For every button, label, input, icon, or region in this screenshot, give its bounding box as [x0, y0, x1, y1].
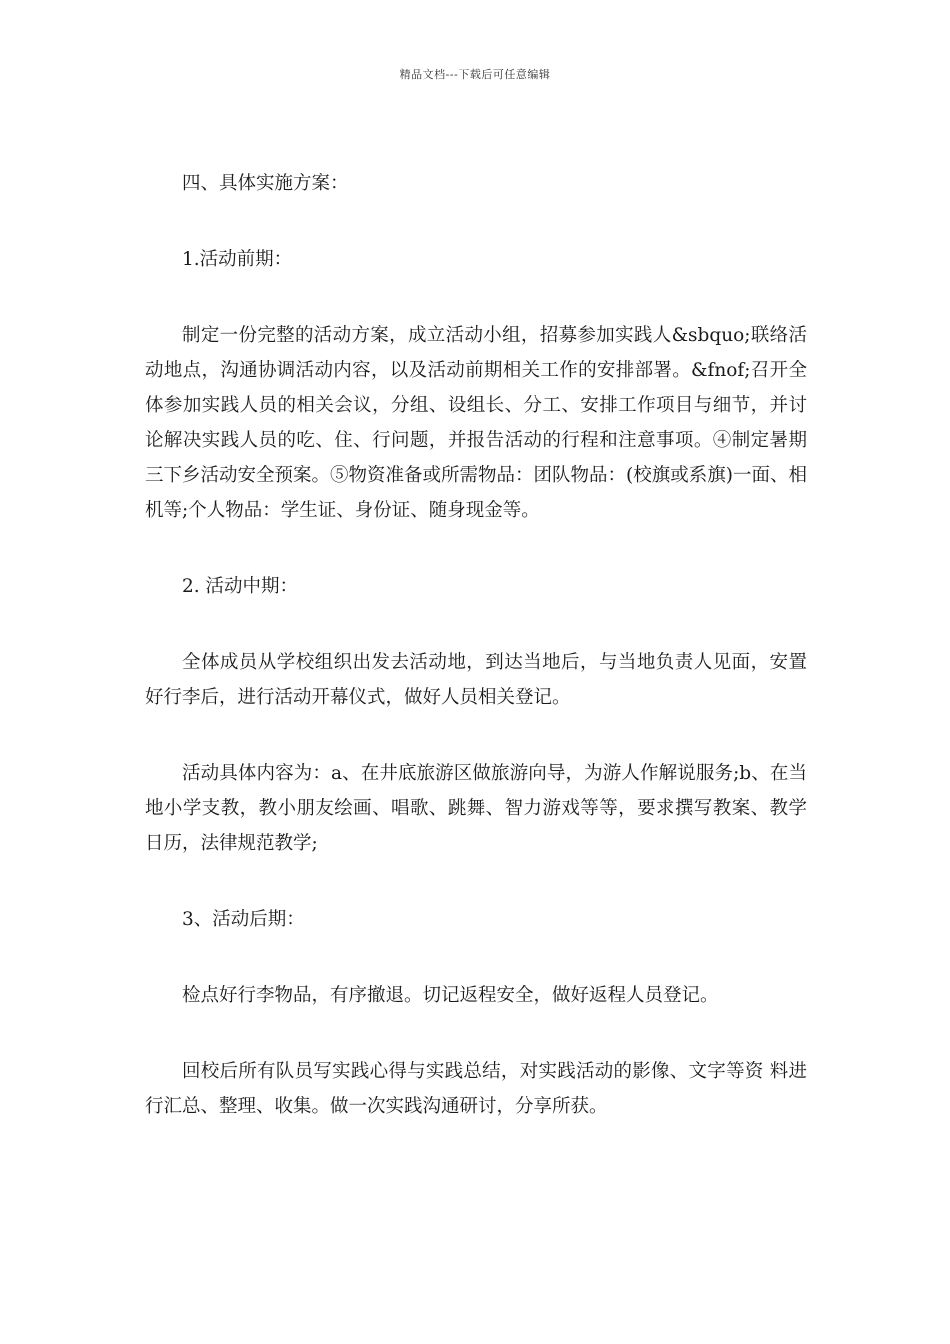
- subheading-early-stage: 1.活动前期：: [182, 249, 293, 270]
- subheading-late-stage: 3、活动后期：: [182, 909, 305, 930]
- page-header: 精品文档---下载后可任意编辑: [399, 68, 551, 81]
- subheading-middle-stage: 2. 活动中期：: [182, 576, 299, 597]
- section-heading-implementation: 四、具体实施方案：: [182, 173, 349, 194]
- document-body: [145, 166, 807, 1165]
- paragraph-middle-stage-content: 活动具体内容为：a、在井底旅游区做旅游向导，为游人作解说服务;b、在当地小学支教，教小朋友绘画、唱歌、跳舞、智力游戏等等，要求撰写教案、教学日历，法律规范教学;: [145, 763, 807, 854]
- paragraph-late-stage-summary: 回校后所有队员写实践心得与实践总结，对实践活动的影像、文字等资 料进行汇总、整理、收集。做一次实践沟通研讨，分享所获。: [145, 1061, 807, 1117]
- paragraph-middle-stage-arrival: 全体成员从学校组织出发去活动地，到达当地后，与当地负责人见面，安置好行李后，进行活动开幕仪式，做好人员相关登记。: [145, 652, 807, 708]
- paragraph-early-stage-details: 制定一份完整的活动方案，成立活动小组，招募参加实践人&sbquo;联络活动地点，沟通协调活动内容，以及活动前期相关工作的安排部署。&fnof;召开全体参加实践人员的相关会议，分组、设组长、分工、安排工作项目与细节，并讨论解决实践人员的吃、住、行问题，并报告活动的行程和注意事项。④制定暑期三下乡活动安全预案。⑤物资准备或所需物品：团队物品：(校旗或系旗)一面、相机等;个人物品：学生证、身份证、随身现金等。: [145, 325, 807, 521]
- paragraph-late-stage-return: 检点好行李物品，有序撤退。切记返程安全，做好返程人员登记。: [182, 985, 719, 1006]
